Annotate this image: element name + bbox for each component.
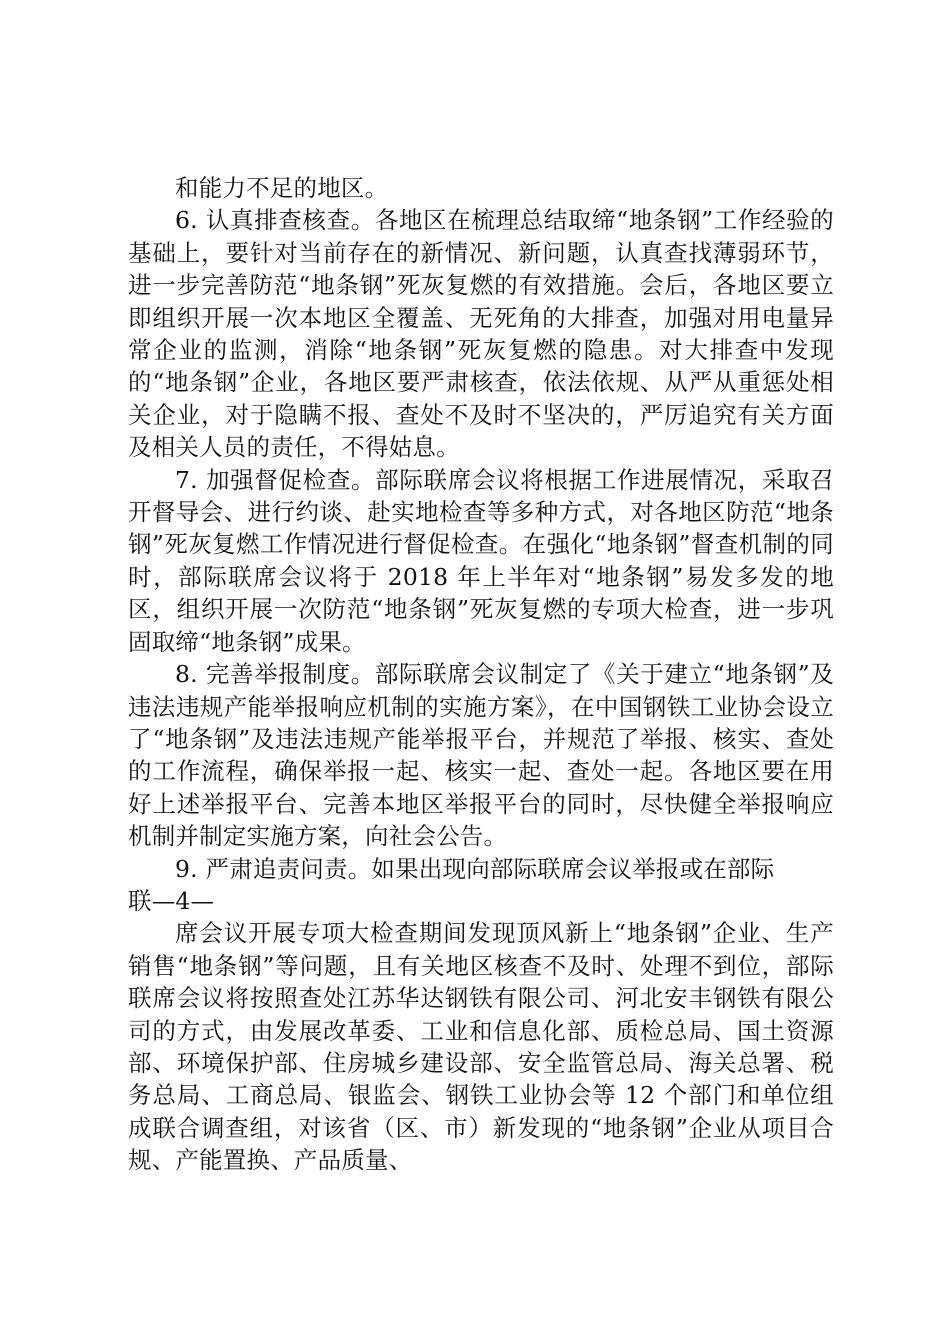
paragraph-item-6: 6. 认真排查核查。各地区在梳理总结取缔“地条钢”工作经验的基础上，要针对当前存在的新情况、新问题，认真查找薄弱环节，进一步完善防范“地条钢”死灰复燃的有效措施。会后，各地区要立即组织开展一次本地区全覆盖、无死角的大排查，加强对用电量异常企业的监测，消除“地条钢”死灰复燃的隐患。对大排查中发现的“地条钢”企业，各地区要严肃核查，依法依规、从严从重惩处相关企业，对于隐瞒不报、查处不及时不坚决的，严厉追究有关方面及相关人员的责任，不得姑息。 <box>128 206 834 462</box>
document-body <box>128 172 834 1177</box>
paragraph-intro-tail: 和能力不足的地区。 <box>175 174 389 202</box>
page-number-marker: 联—4— <box>128 886 215 915</box>
paragraph-item-9: 9. 严肃追责问责。如果出现向部际联席会议举报或在部际 <box>175 854 775 883</box>
paragraph-item-7: 7. 加强督促检查。部际联席会议将根据工作进展情况，采取召开督导会、进行约谈、赴实地检查等多种方式，对各地区防范“地条钢”死灰复燃工作情况进行督促检查。在强化“地条钢”督查机制的同时，部际联席会议将于 2018 年上半年对“地条钢”易发多发的地区，组织开展一次防范“地条钢”死灰复燃的专项大检查，进一步巩固取缔“地条钢”成果。 <box>128 465 834 656</box>
paragraph-item-8: 8. 完善举报制度。部际联席会议制定了《关于建立“地条钢”及违法违规产能举报响应机制的实施方案》，在中国钢铁工业协会设立了“地条钢”及违法违规产能举报平台，并规范了举报、核实、查处的工作流程，确保举报一起、核实一起、查处一起。各地区要在用好上述举报平台、完善本地区举报平台的同时，尽快健全举报响应机制并制定实施方案，向社会公告。 <box>128 660 834 851</box>
paragraph-continuation: 席会议开展专项大检查期间发现顶风新上“地条钢”企业、生产销售“地条钢”等问题，且有关地区核查不及时、处理不到位，部际联席会议将按照查处江苏华达钢铁有限公司、河北安丰钢铁有限公司的方式，由发展改革委、工业和信息化部、质检总局、国土资源部、环境保护部、住房城乡建设部、安全监管总局、海关总署、税务总局、工商总局、银监会、钢铁工业协会等 12 个部门和单位组成联合调查组，对该省（区、市）新发现的“地条钢”企业从项目合规、产能置换、产品质量、 <box>128 919 834 1175</box>
